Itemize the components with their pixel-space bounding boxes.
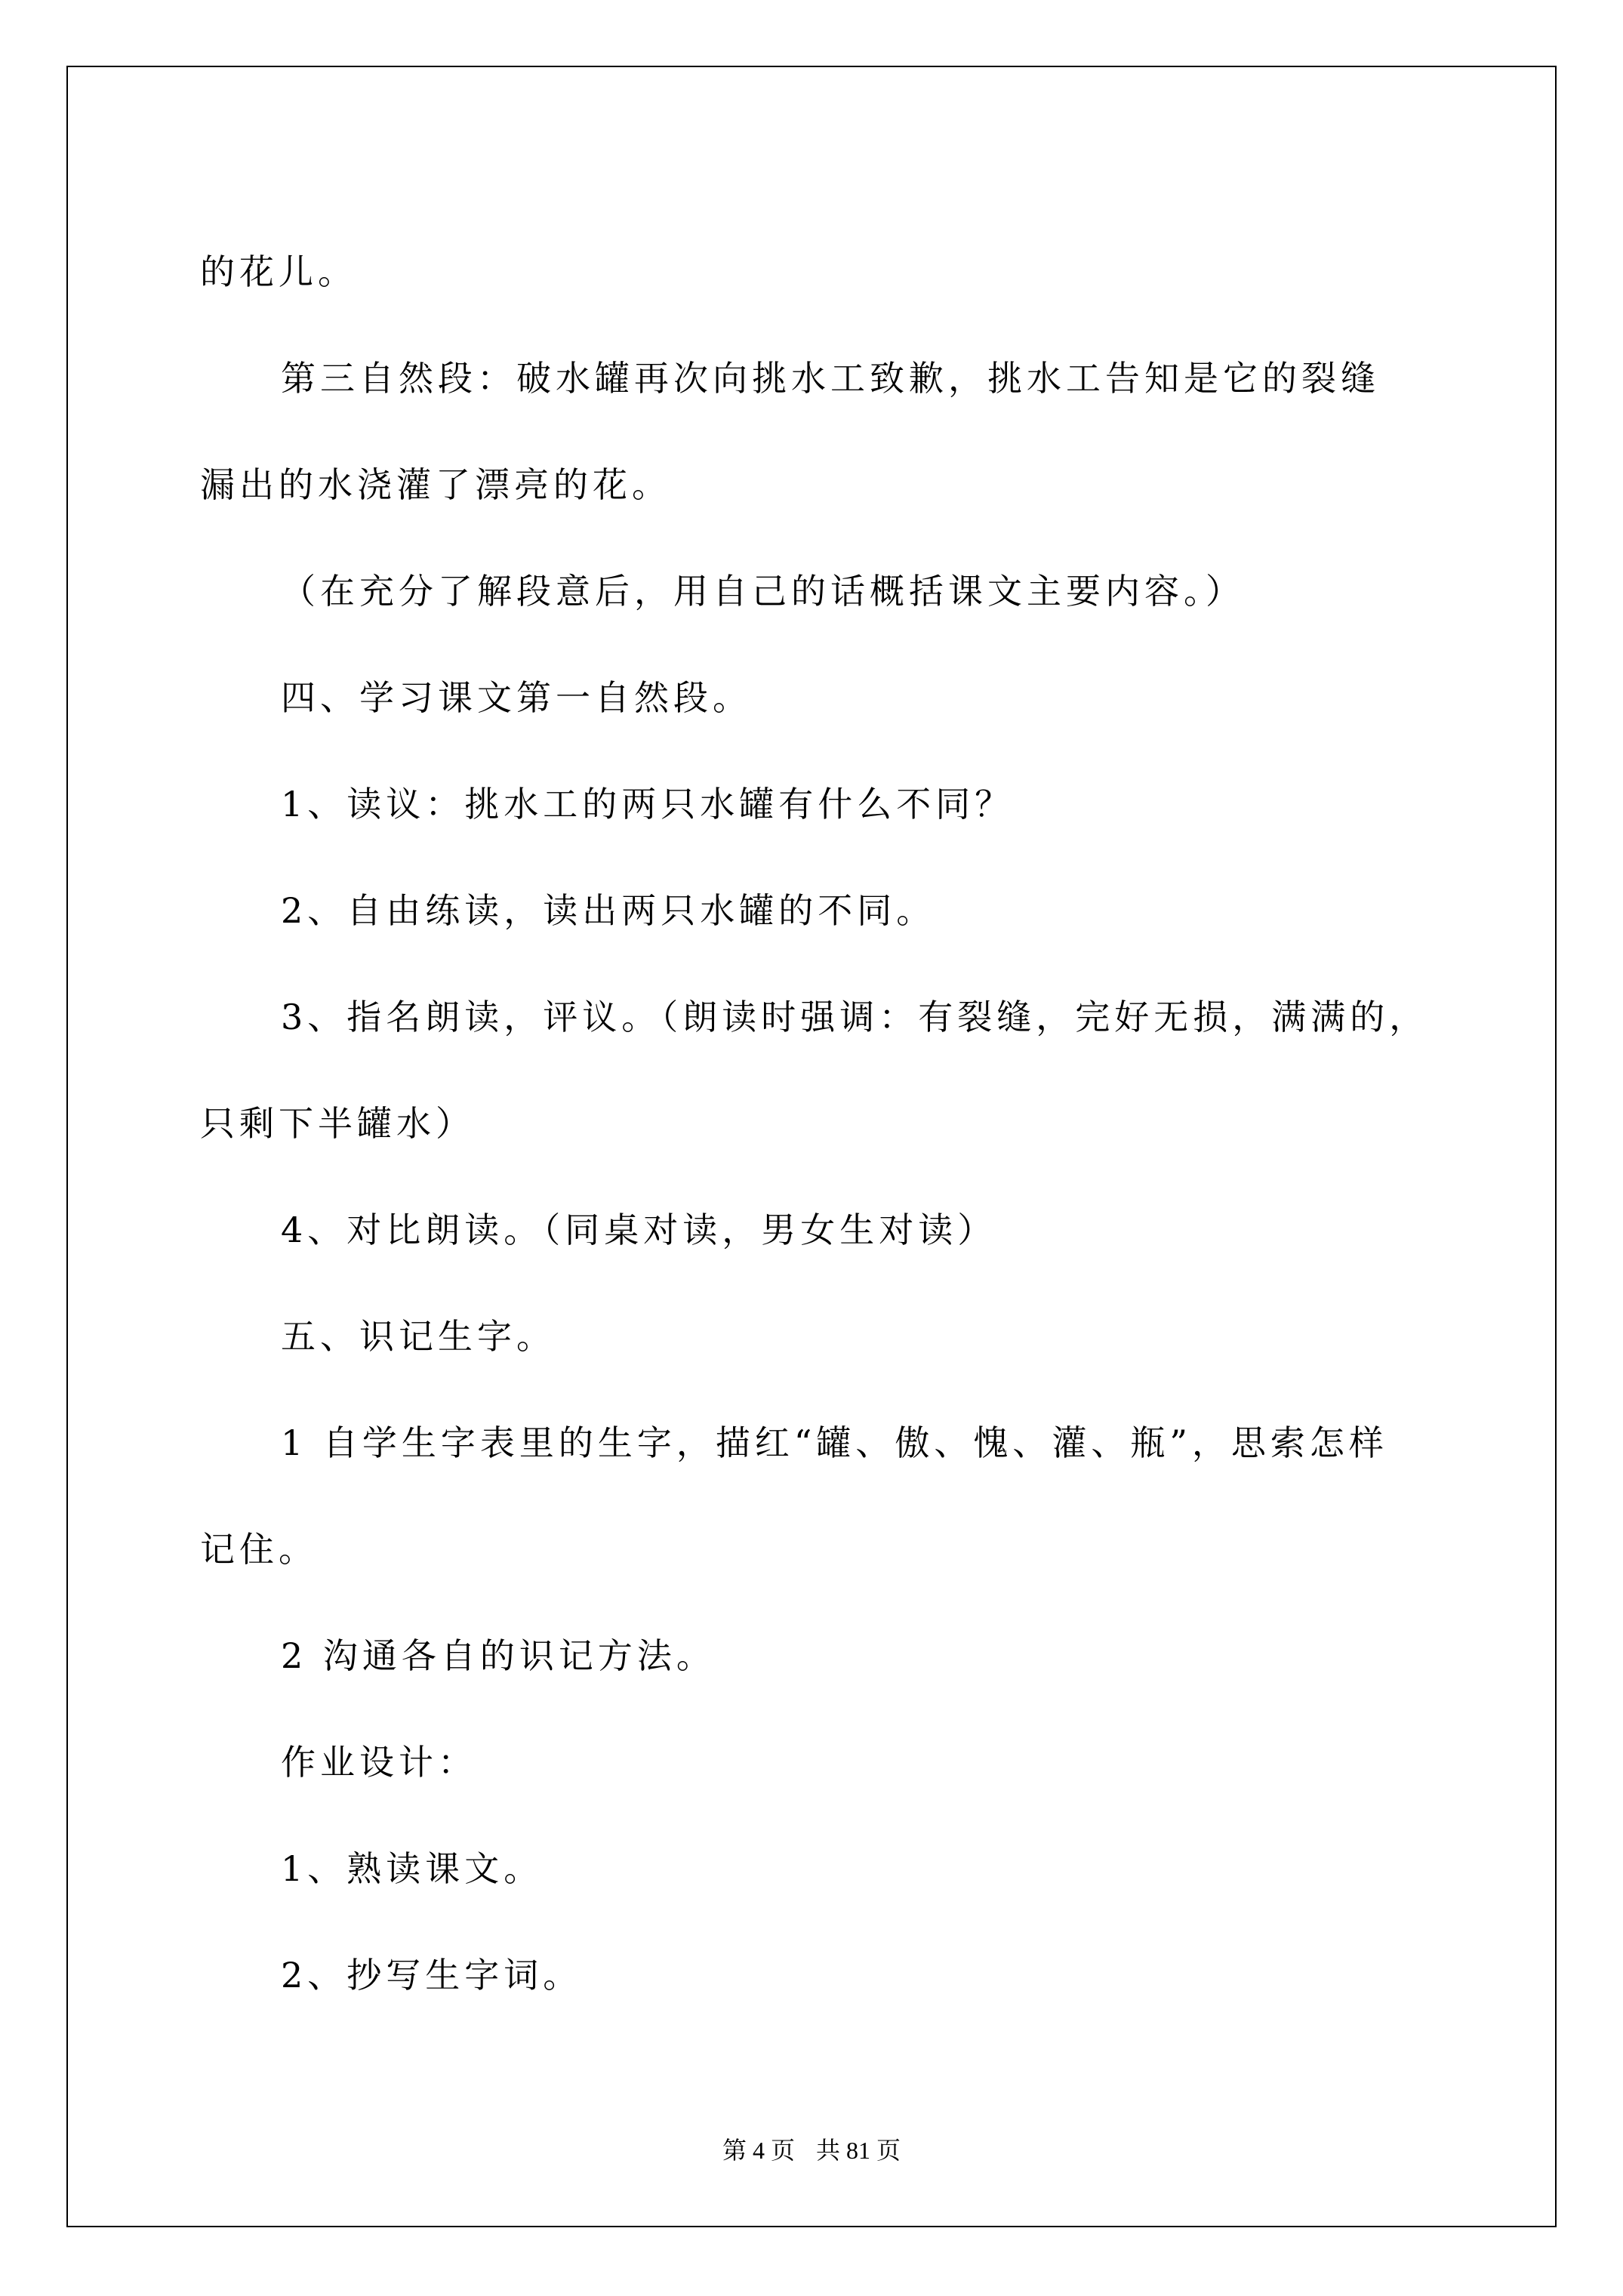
homework-item-1: 1、熟读课文。 [281, 1848, 544, 1889]
char-list-item-1-continued: 记住。 [200, 1529, 318, 1570]
char-list-item-1: 1 自学生字表里的生字，描红“罐、傲、愧、灌、瓶”，思索怎样 [281, 1422, 1388, 1463]
page-footer [0, 2135, 1623, 2165]
paragraph-3: 漏出的水浇灌了漂亮的花。 [200, 464, 671, 505]
paragraph-1: 的花儿。 [200, 251, 357, 292]
paragraph-4: （在充分了解段意后，用自己的话概括课文主要内容。） [281, 571, 1245, 612]
char-list-item-2: 2 沟通各自的识记方法。 [281, 1635, 716, 1676]
list-item-2: 2、自由练读，读出两只水罐的不同。 [281, 890, 936, 931]
list-item-1: 1、读议：挑水工的两只水罐有什么不同？ [281, 784, 1015, 824]
section-heading-4: 四、学习课文第一自然段。 [281, 677, 752, 718]
document-body [200, 219, 1453, 2029]
page-number: 第 4 页 [722, 2137, 795, 2164]
paragraph-2: 第三自然段：破水罐再次向挑水工致歉，挑水工告知是它的裂缝 [281, 358, 1380, 399]
list-item-4: 4、对比朗读。（同桌对读，男女生对读） [281, 1210, 997, 1250]
homework-heading: 作业设计： [281, 1742, 477, 1783]
list-item-3: 3、指名朗读，评议。（朗读时强调：有裂缝，完好无损，满满的， [281, 997, 1429, 1037]
list-item-3-continued: 只剩下半罐水） [200, 1103, 475, 1144]
page-total: 共 81 页 [816, 2137, 901, 2164]
homework-item-2: 2、抄写生字词。 [281, 1955, 583, 1996]
section-heading-5: 五、识记生字。 [281, 1316, 556, 1357]
